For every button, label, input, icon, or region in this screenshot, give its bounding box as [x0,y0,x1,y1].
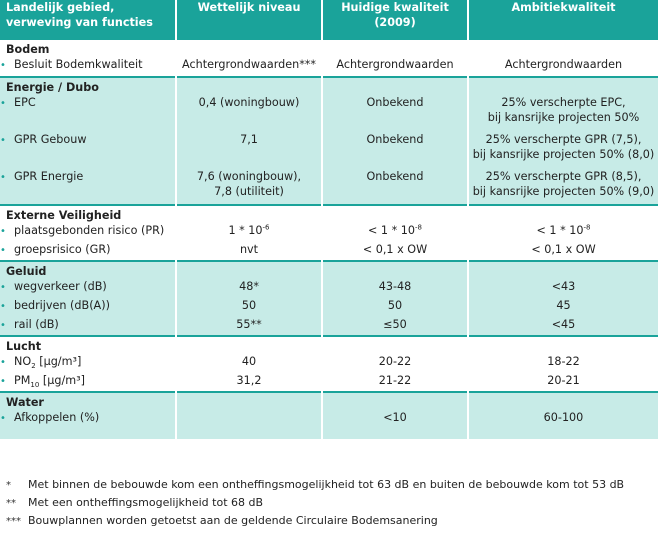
cell-legal: $1 * 10^{-6}$ [176,223,322,242]
table-row [0,57,658,77]
cell-ambition: Achtergrondwaarden [468,57,658,77]
cell-legal: 7,1 [176,132,322,169]
cell-ambition: <45 [468,317,658,336]
cell-legal: 55** [176,317,322,336]
cell-current: Onbekend [322,132,468,169]
cell-ambition: 45 [468,298,658,317]
footnote: *** Bouwplannen worden getoetst aan de geldende Circulaire Bodemsanering [6,514,438,527]
cell-legal: 50 [176,298,322,317]
row-label: • $NO_2$ [μg/m³] [0,354,176,373]
cell-ambition: 25% verscherpte GPR (8,5), bij kansrijke projecten 50% (9,0) [468,169,658,205]
cell-legal: 31,2 [176,373,322,392]
cell-legal: Achtergrondwaarden*** [176,57,322,77]
cell-current: 20-22 [322,354,468,373]
cell-legal [176,410,322,439]
table-row [0,298,658,317]
table-row [0,410,658,439]
cell-ambition: 25% verscherpte GPR (7,5), bij kansrijke projecten 50% (8,0) [468,132,658,169]
cell-current: < $1 * 10^{-8}$ [322,223,468,242]
cell-current: Achtergrondwaarden [322,57,468,77]
cell-current: Onbekend [322,95,468,132]
row-label: • Besluit Bodemkwaliteit [0,57,176,77]
row-label: • Afkoppelen (%) [0,410,176,439]
cell-legal: 7,6 (woningbouw), 7,8 (utiliteit) [176,169,322,205]
section-lucht [0,336,658,354]
section-title: Externe Veiligheid [0,205,176,223]
row-label: • rail (dB) [0,317,176,336]
section-title: Bodem [0,40,176,57]
cell-ambition: < $1 * 10^{-8}$ [468,223,658,242]
table-row [0,279,658,298]
row-label: • wegverkeer (dB) [0,279,176,298]
section-geluid [0,261,658,279]
footnote: * Met binnen de bebouwde kom een ontheffingsmogelijkheid tot 63 dB en buiten de bebouwde kom tot 53 dB [6,478,625,491]
table-row [0,242,658,261]
section-title: Lucht [0,336,176,354]
section-veiligheid [0,205,658,223]
table-header-row [0,0,658,40]
cell-current: 43-48 [322,279,468,298]
row-label: • EPC [0,95,176,132]
header-area: Landelijk gebied, verweving van functies [0,0,176,40]
header-ambition: Ambitiekwaliteit [468,0,658,40]
cell-current: ≤50 [322,317,468,336]
table-row [0,132,658,169]
section-water [0,392,658,410]
cell-current: < 0,1 x OW [322,242,468,261]
table-row [0,169,658,205]
cell-current: 50 [322,298,468,317]
cell-legal: 40 [176,354,322,373]
cell-ambition: < 0,1 x OW [468,242,658,261]
cell-legal: 48* [176,279,322,298]
row-label: • GPR Energie [0,169,176,205]
row-label: • $PM_{10}$ [μg/m³] [0,373,176,392]
table-row [0,354,658,373]
header-current: Huidige kwaliteit (2009) [322,0,468,40]
cell-ambition: 18-22 [468,354,658,373]
row-label: • GPR Gebouw [0,132,176,169]
cell-ambition: 60-100 [468,410,658,439]
table-row [0,95,658,132]
row-label: • bedrijven (dB(A)) [0,298,176,317]
footnote: ** Met een ontheffingsmogelijkheid tot 68 dB [6,496,264,509]
table-row [0,373,658,392]
cell-legal: nvt [176,242,322,261]
cell-ambition: 25% verscherpte EPC, bij kansrijke projecten 50% [468,95,658,132]
section-title: Energie / Dubo [0,77,176,95]
cell-current: 21-22 [322,373,468,392]
cell-ambition: <43 [468,279,658,298]
section-title: Water [0,392,176,410]
cell-current: Onbekend [322,169,468,205]
section-title: Geluid [0,261,176,279]
cell-legal: 0,4 (woningbouw) [176,95,322,132]
cell-ambition: 20-21 [468,373,658,392]
section-energie [0,77,658,95]
header-legal: Wettelijk niveau [176,0,322,40]
section-bodem [0,40,658,57]
row-label: • plaatsgebonden risico (PR) [0,223,176,242]
table-row [0,223,658,242]
cell-current: <10 [322,410,468,439]
row-label: • groepsrisico (GR) [0,242,176,261]
table-row [0,317,658,336]
